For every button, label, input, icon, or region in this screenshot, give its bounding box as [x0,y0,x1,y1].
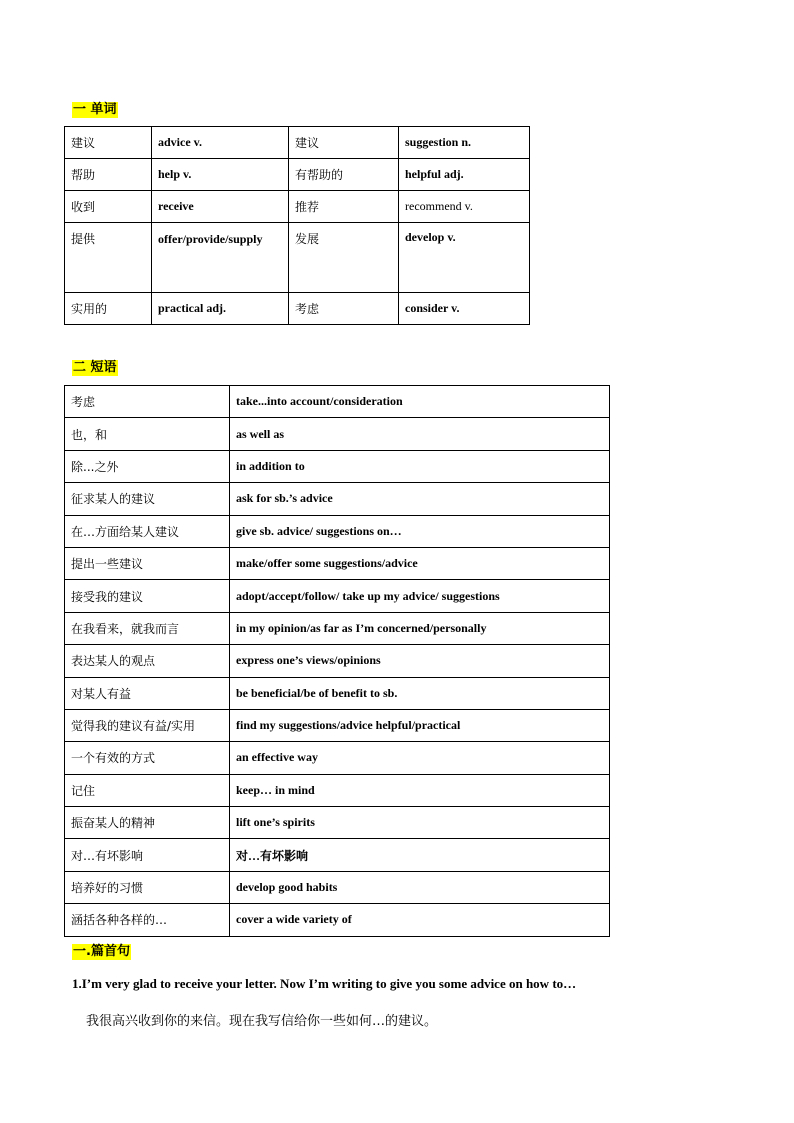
cell-cn: 推荐 [289,191,399,223]
table-row [65,159,530,191]
cell-cn: 提供 [65,223,152,293]
table-row [65,839,610,871]
cell-cn: 除...之外 [65,450,230,482]
section-heading-words: 一 单词 [73,102,117,117]
cell-en: express one’s views/opinions [230,645,610,677]
cell-cn: 实用的 [65,293,152,325]
cell-cn: 培养好的习惯 [65,871,230,903]
table-row [65,774,610,806]
cell-en: adopt/accept/follow/ take up my advice/ suggestions [230,580,610,612]
table-row [65,709,610,741]
cell-cn: 考虑 [289,293,399,325]
cell-cn: 表达某人的观点 [65,645,230,677]
cell-cn: 对…有坏影响 [65,839,230,871]
cell-cn: 发展 [289,223,399,293]
cell-cn: 对某人有益 [65,677,230,709]
table-row [65,807,610,839]
cell-en: develop good habits [230,871,610,903]
cell-cn: 在我看来，就我而言 [65,612,230,644]
table-row [65,742,610,774]
cell-en: consider v. [399,293,530,325]
cell-cn: 也，和 [65,418,230,450]
table-row [65,223,530,293]
cell-en: in addition to [230,450,610,482]
cell-cn: 记住 [65,774,230,806]
cell-cn: 建议 [65,127,152,159]
table-row [65,645,610,677]
cell-en: ask for sb.’s advice [230,483,610,515]
cell-cn: 考虑 [65,386,230,418]
vocabulary-table [64,126,530,325]
table-row [65,612,610,644]
cell-en: as well as [230,418,610,450]
table-row [65,191,530,223]
cell-cn: 提出一些建议 [65,547,230,579]
table-row [65,547,610,579]
cell-en: help v. [152,159,289,191]
cell-en: keep… in mind [230,774,610,806]
cell-en: lift one’s spirits [230,807,610,839]
cell-en: receive [152,191,289,223]
cell-cn: 收到 [65,191,152,223]
cell-en: helpful adj. [399,159,530,191]
table-row [65,580,610,612]
cell-en: be beneficial/be of benefit to sb. [230,677,610,709]
phrases-table [64,385,610,937]
table-row [65,515,610,547]
cell-cn: 有帮助的 [289,159,399,191]
table-row [65,871,610,903]
example-sentence-en: 1.I’m very glad to receive your letter. Now I’m writing to give you some advice on how to… [72,976,577,991]
cell-en: make/offer some suggestions/advice [230,547,610,579]
section-heading-phrases: 二 短语 [73,360,117,375]
cell-cn: 在…方面给某人建议 [65,515,230,547]
cell-cn: 接受我的建议 [65,580,230,612]
table-row [65,293,530,325]
table-row [65,677,610,709]
cell-en: develop v. [399,223,530,293]
cell-en: find my suggestions/advice helpful/practical [230,709,610,741]
table-row [65,127,530,159]
cell-cn: 一个有效的方式 [65,742,230,774]
example-sentence-cn: 我很高兴收到你的来信。现在我写信给你一些如何…的建议。 [86,1014,438,1029]
cell-en: recommend v. [399,191,530,223]
cell-cn: 振奋某人的精神 [65,807,230,839]
cell-en: suggestion n. [399,127,530,159]
cell-en: advice v. [152,127,289,159]
section-heading-opening-sentences: 一.篇首句 [73,944,130,959]
cell-cn: 帮助 [65,159,152,191]
cell-en: give sb. advice/ suggestions on… [230,515,610,547]
table-row [65,386,610,418]
table-row [65,904,610,936]
cell-en: offer/provide/supply [152,223,289,293]
table-row [65,418,610,450]
cell-en: an effective way [230,742,610,774]
cell-en: 对…有坏影响 [230,839,610,871]
cell-en: cover a wide variety of [230,904,610,936]
cell-cn: 觉得我的建议有益/实用 [65,709,230,741]
cell-cn: 涵括各种各样的… [65,904,230,936]
cell-en: take...into account/consideration [230,386,610,418]
cell-en: practical adj. [152,293,289,325]
cell-cn: 征求某人的建议 [65,483,230,515]
table-row [65,483,610,515]
cell-en: in my opinion/as far as I’m concerned/personally [230,612,610,644]
table-row [65,450,610,482]
cell-cn: 建议 [289,127,399,159]
